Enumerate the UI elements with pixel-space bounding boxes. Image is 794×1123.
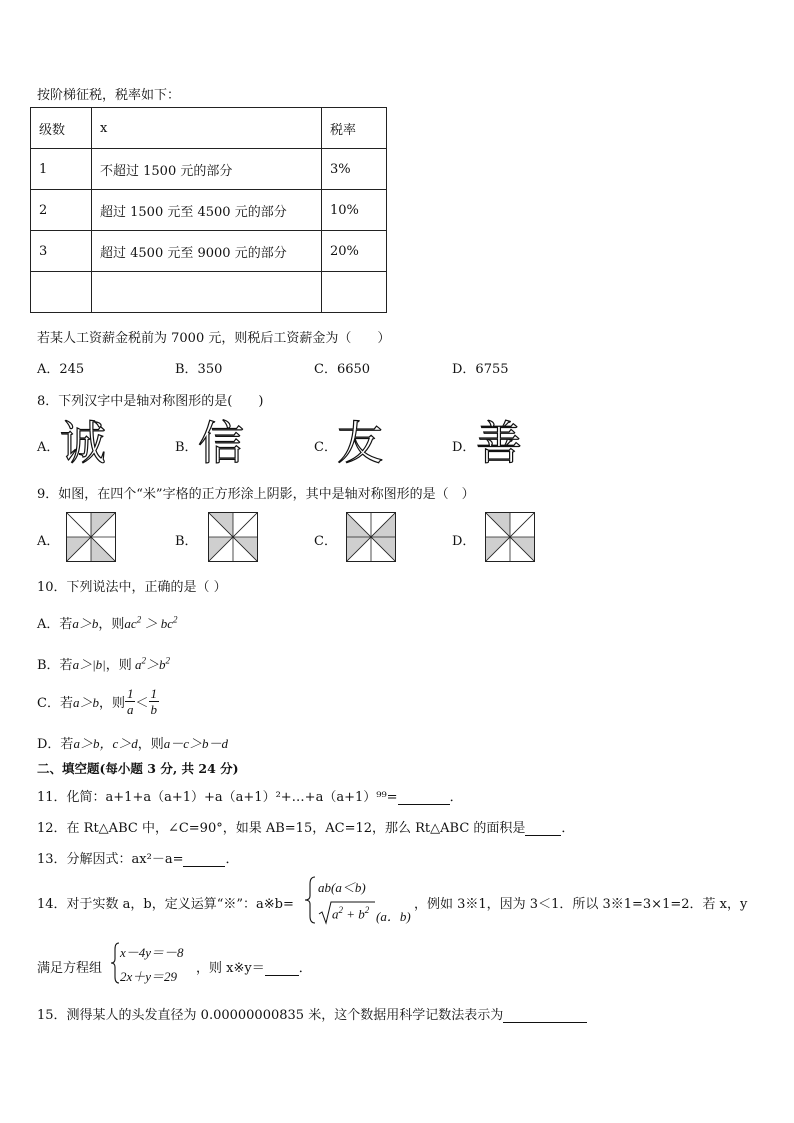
q9-option-c-label[interactable]: C． <box>314 534 337 549</box>
q9-figure-c <box>346 512 396 562</box>
q15 <box>37 1004 587 1023</box>
q10-d-then: ，则 <box>137 737 164 752</box>
q10-c-condition: a＞b <box>72 695 99 710</box>
q14-line2-suffix: ，则 x※y＝ <box>196 961 265 976</box>
q14-example-text: ，例如 3※1，因为 3＜1．所以 3※1=3×1=2．若 x，y <box>414 897 748 912</box>
q9-option-a-label[interactable]: A． <box>37 534 60 549</box>
q14-line2 <box>37 957 102 976</box>
q10-d-prefix: D．若 <box>37 737 74 752</box>
table-cell: 3% <box>322 149 387 190</box>
q10-a-prefix: A．若 <box>37 617 73 632</box>
table-cell: 2 <box>31 190 92 231</box>
q13-answer-blank[interactable] <box>183 866 225 867</box>
header-cell: 级数 <box>31 108 92 149</box>
q10-c-frac-1a: $\frac{1}{a}$ <box>126 686 134 717</box>
q10-a-condition: a＞b <box>72 616 99 631</box>
q11-text: 11．化简：a+1+a（a+1）+a（a+1）²+…+a（a+1）⁹⁹= <box>37 790 398 805</box>
q12-text: 12．在 Rt△ABC 中，∠C=90°，如果 AB=15，AC=12，那么 Rt△ABC 的面积是 <box>37 821 526 836</box>
table-cell <box>92 272 322 313</box>
q8-option-c-label[interactable]: C． <box>314 440 337 455</box>
q14-prefix: 14．对于实数 a，b，定义运算“※”：a※b= <box>37 897 294 912</box>
q10-option-d[interactable] <box>37 733 228 752</box>
q9-figure-d <box>485 512 535 562</box>
q14-line2-prefix: 满足方程组 <box>37 961 103 976</box>
table-cell: 不超过 1500 元的部分 <box>92 149 322 190</box>
q10-b-prefix: B．若 <box>37 658 73 673</box>
q9-figure-a <box>66 512 116 562</box>
header-cell: x <box>92 108 322 149</box>
q10-b-condition: a＞|b| <box>72 657 106 672</box>
q10-c-frac-1b: $\frac{1}{b}$ <box>150 686 157 717</box>
q11-answer-blank[interactable] <box>398 804 450 805</box>
table-cell: 超过 4500 元至 9000 元的部分 <box>92 231 322 272</box>
q10-d-condition: a＞b，c＞d <box>73 736 138 751</box>
header-cell: 税率 <box>322 108 387 149</box>
tax-rate-table <box>30 107 387 313</box>
q7-option-a[interactable]: A．245 <box>37 362 85 377</box>
q9-figure-b <box>208 512 258 562</box>
q12-answer-blank[interactable] <box>525 835 561 836</box>
intro-text: 按阶梯征税，税率如下： <box>37 88 181 103</box>
q13-text: 13．分解因式：ax²－a= <box>37 852 184 867</box>
q14-system-brace <box>110 942 120 984</box>
q7-option-d[interactable]: D．6755 <box>452 362 509 377</box>
q14-case1: ab(a＜b) <box>318 880 366 895</box>
q10-option-b[interactable] <box>37 654 170 673</box>
table-header-row <box>31 108 387 149</box>
q8-option-a-label[interactable]: A． <box>37 440 60 455</box>
q8-option-d-label[interactable]: D． <box>452 440 476 455</box>
q10-a-conclusion: $ac^2 > bc^2$ <box>124 614 178 631</box>
q15-text: 15．测得某人的头发直径为 0.00000000835 米，这个数据用科学记数法表示为 <box>37 1008 504 1023</box>
q10-c-prefix: C．若 <box>37 696 73 711</box>
q14-case2-tail: (a．b) <box>376 909 411 924</box>
q10-d-conclusion: a－c＞b－d <box>163 736 229 751</box>
q8-char-shan: 善 <box>476 416 522 470</box>
table-cell: 超过 1500 元至 4500 元的部分 <box>92 190 322 231</box>
q11: 11．化简：a+1+a（a+1）+a（a+1）²+…+a（a+1）⁹⁹= ． <box>37 790 463 805</box>
q7-text: 若某人工资薪金税前为 7000 元，则税后工资薪金为（ ） <box>37 331 391 346</box>
q9-text: 9．如图，在四个“米”字格的正方形涂上阴影，其中是轴对称图形的是（ ） <box>37 487 475 502</box>
q10-option-c[interactable] <box>37 686 159 717</box>
q10-c-then: ，则 <box>98 696 125 711</box>
q8-char-xin: 信 <box>198 416 244 470</box>
table-cell: 3 <box>31 231 92 272</box>
table-row <box>31 190 387 231</box>
q8-option-b-label[interactable]: B． <box>175 440 198 455</box>
table-cell <box>31 272 92 313</box>
q14-sqrt-content: $a^2 + b^2$ <box>332 905 370 922</box>
q15-answer-blank[interactable] <box>503 1022 587 1023</box>
q10-b-then: ，则 <box>105 658 132 673</box>
table-row <box>31 272 387 313</box>
q7-option-c[interactable]: C．6650 <box>314 362 371 377</box>
table-row <box>31 231 387 272</box>
table-cell: 10% <box>322 190 387 231</box>
q9-option-b-label[interactable]: B． <box>175 534 198 549</box>
section-heading: 二、填空题(每小题 3 分, 共 24 分) <box>37 761 239 776</box>
table-cell: 20% <box>322 231 387 272</box>
q14-answer-blank[interactable] <box>265 975 299 976</box>
q14-piecewise-brace <box>304 876 316 924</box>
table-row <box>31 149 387 190</box>
q8-text: 8．下列汉字中是轴对称图形的是( ) <box>37 394 264 409</box>
q9-option-d-label[interactable]: D． <box>452 534 476 549</box>
table-cell: 1 <box>31 149 92 190</box>
q10-a-then: ，则 <box>98 617 125 632</box>
q14-equation-2: 2x＋y＝29 <box>120 969 178 984</box>
q10-text: 10．下列说法中，正确的是（ ） <box>37 580 227 595</box>
q14-equation-1: x－4y＝－8 <box>120 945 184 960</box>
q7-option-b[interactable]: B．350 <box>175 362 223 377</box>
q10-c-lt: ＜ <box>135 696 149 711</box>
q12: 12．在 Rt△ABC 中，∠C=90°，如果 AB=15，AC=12，那么 Rt△ABC 的面积是 ． <box>37 821 575 836</box>
q10-option-a[interactable] <box>37 613 177 632</box>
q10-b-conclusion: $a^2>b^2$ <box>131 655 170 672</box>
q8-char-you: 友 <box>337 416 383 470</box>
q14-line2-tail: ，则 x※y＝ ． <box>196 961 312 976</box>
q13: 13．分解因式：ax²－a= ． <box>37 852 239 867</box>
q8-char-cheng: 诚 <box>60 416 106 470</box>
table-cell <box>322 272 387 313</box>
